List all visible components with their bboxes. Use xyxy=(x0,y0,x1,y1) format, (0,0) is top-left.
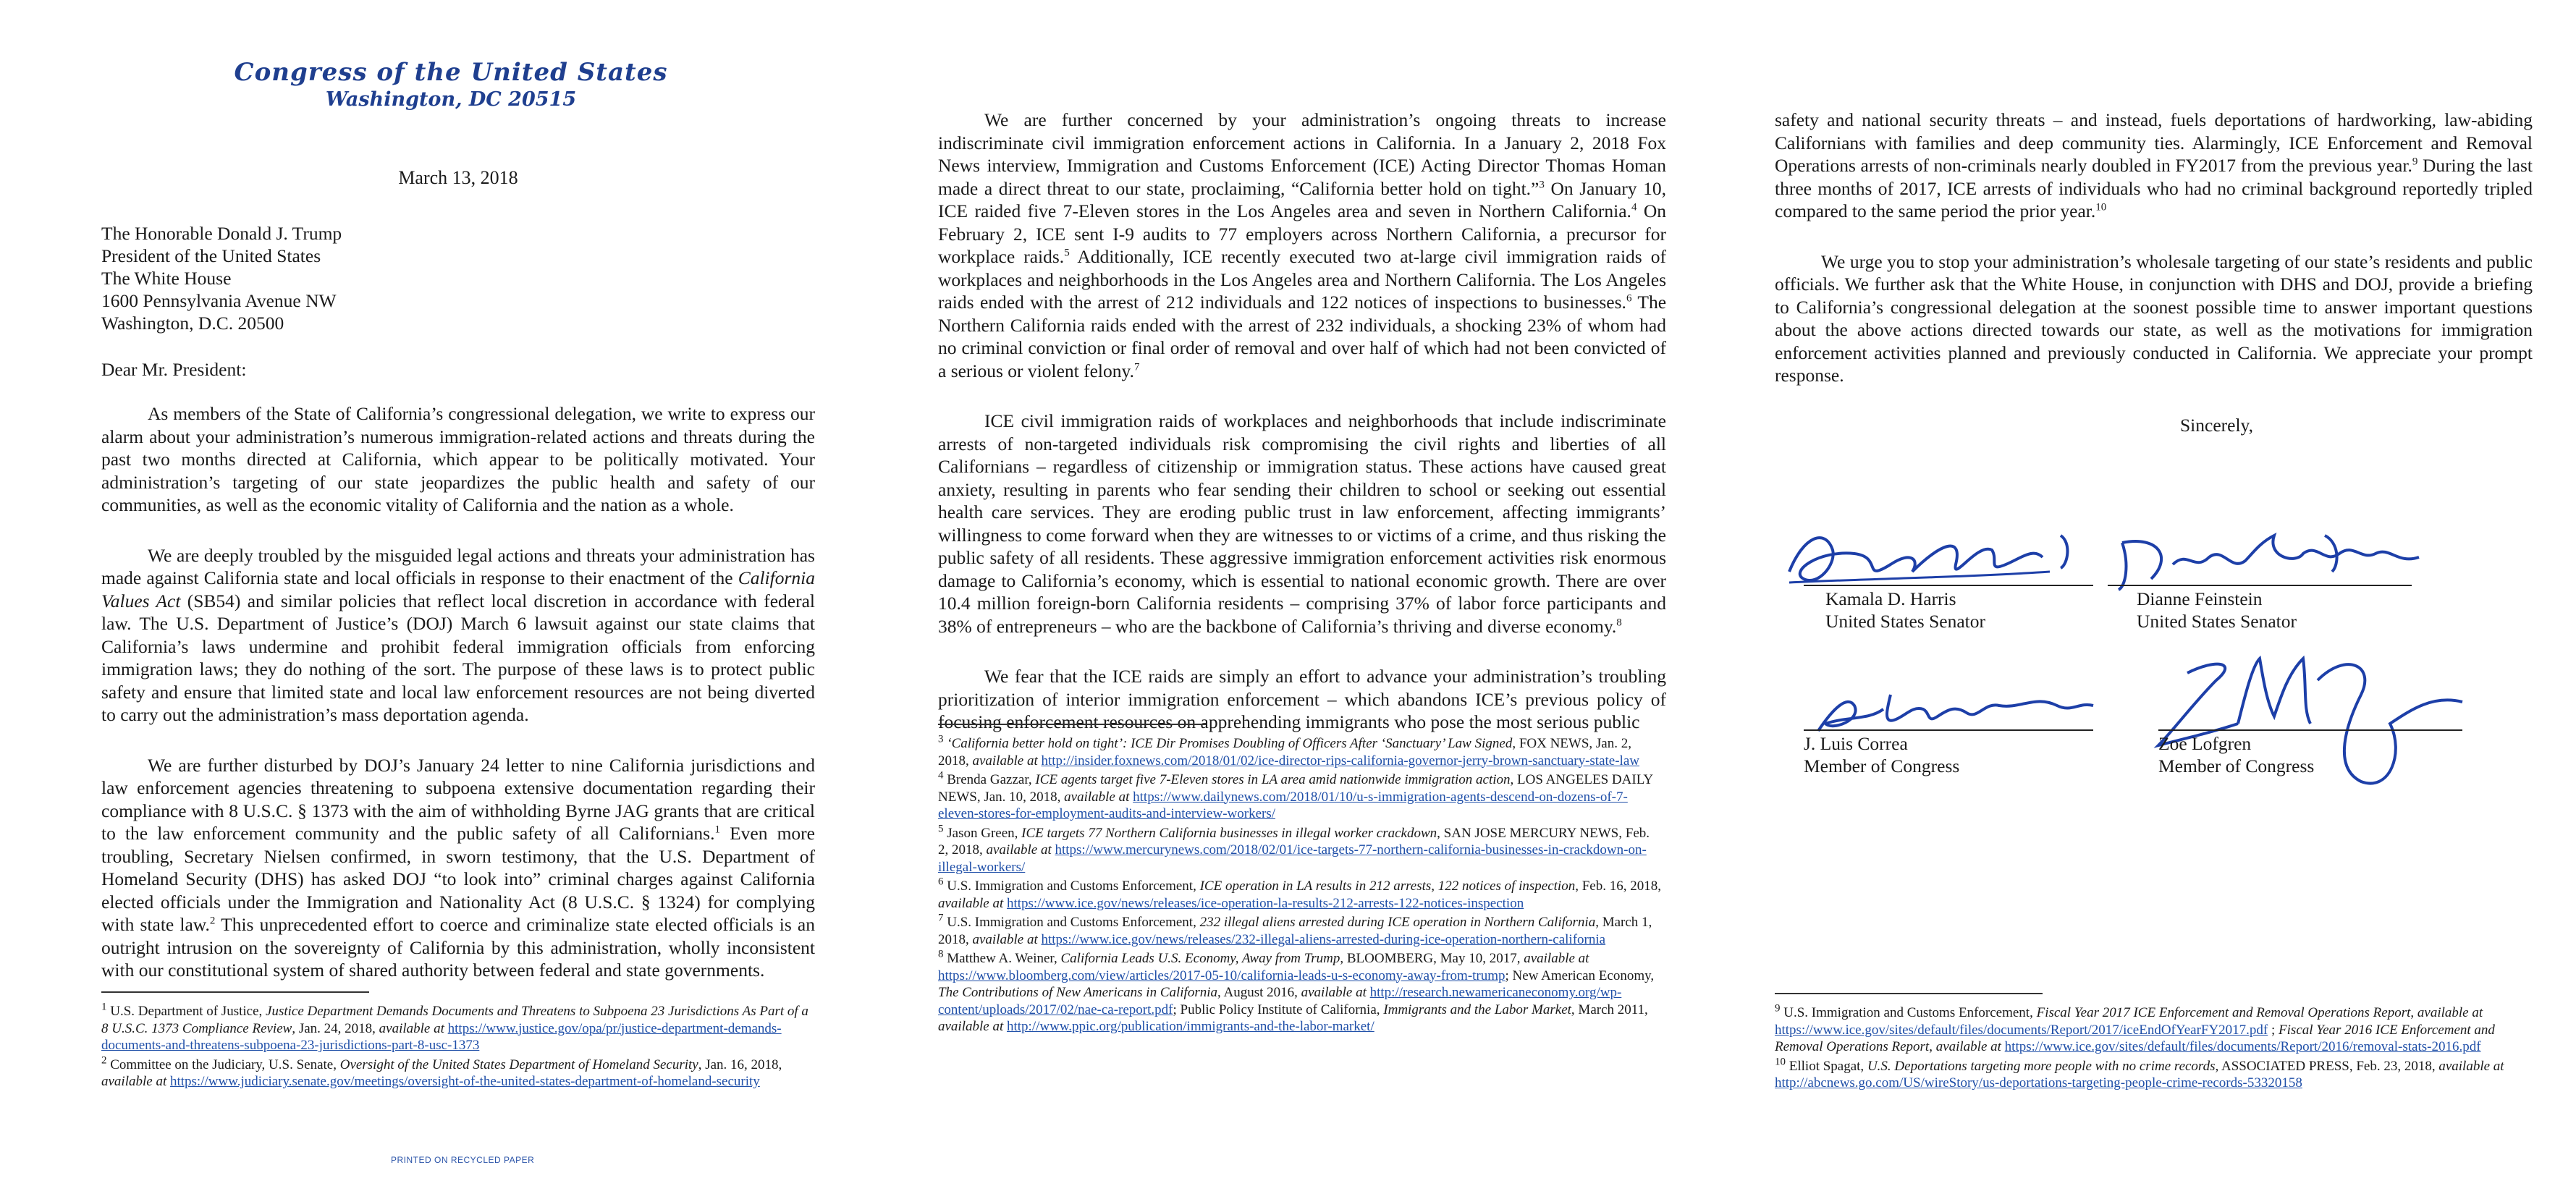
footnote: $^{10}$ Elliot Spagat, U.S. Deportations targeting more people with no crime records, ASSOCIATED PRESS, Feb. 23, 2018, available at http://abcnews.go.com/US/wireStory/us-deportations-targeting-people-crime-records-53320158 xyxy=(1775,1056,2504,1091)
closing: Sincerely, xyxy=(2180,414,2254,436)
signature-line xyxy=(1804,729,2093,731)
address-line: The White House xyxy=(101,268,232,289)
footnote-link[interactable]: https://www.mercurynews.com/2018/02/01/ice-targets-77-northern-california-businesses-in-crackdown-on-illegal-workers/ xyxy=(938,842,1647,875)
footnote-ref[interactable]: 7 xyxy=(1134,361,1140,373)
footnote-link[interactable]: https://www.judiciary.senate.gov/meetings/oversight-of-the-united-states-department-of-homeland-security xyxy=(169,1074,760,1089)
footnote: $^5$ Jason Green, ICE targets 77 Northern California businesses in illegal worker crackdown, SAN JOSE MERCURY NEWS, Feb. 2, 2018, available at https://www.mercurynews.com/2018/02/01/ice-targets-77-northern-california-businesses-in-crackdown-on-illegal-workers/ xyxy=(938,823,1650,875)
footnote: $^4$ Brenda Gazzar, ICE agents target five 7-Eleven stores in LA area amid nationwide immigration action, LOS ANGELES DAILY NEWS, Jan. 10, 2018, available at https://www.dailynews.com/2018/01/10/u-s-immigration-agents-descend-on-dozens-of-7-eleven-stores-for-employment-audits-and-interview-workers/ xyxy=(938,769,1653,821)
signer-name: Kamala D. Harris xyxy=(1825,588,1956,609)
footnote-link[interactable]: https://www.ice.gov/news/releases/232-illegal-aliens-arrested-during-ice-operation-northern-california xyxy=(1041,931,1606,947)
letterhead-title: Congress of the United States xyxy=(234,58,668,87)
footnote-divider xyxy=(101,991,369,993)
address-line: President of the United States xyxy=(101,245,321,266)
address-line: Washington, D.C. 20500 xyxy=(101,313,284,334)
footnote-ref[interactable]: 6 xyxy=(1626,292,1632,305)
footnote-ref[interactable]: 1 xyxy=(714,823,720,836)
act-title: California Values Act xyxy=(101,567,815,611)
footnote: $^2$ Committee on the Judiciary, U.S. Senate, Oversight of the United States Department of Homeland Security, Jan. 16, 2018, available at https://www.judiciary.senate.gov/meetings/oversight-of-the-united-states-department-of-homeland-security xyxy=(101,1054,782,1089)
paragraph: safety and national security threats – and instead, fuels deportations of hardworking, law-abiding Californians with families and deep community ties. Alarmingly, ICE Enforcement and Removal Operations arrests of non-criminals nearly doubled in FY2017 from the previous year.$^9$ During the last three months of 2017, ICE arrests of individuals who had no criminal background reportedly tripled compared to the same period the prior year.$^{10}$ xyxy=(1775,109,2533,221)
letterhead-subtitle: Washington, DC 20515 xyxy=(325,88,577,111)
paragraph: ICE civil immigration raids of workplaces and neighborhoods that include indiscriminate arrests of non-targeted individuals risk compromising the civil rights and liberties of all Californians – regardless of citizenship or immigration status. These actions have caused great anxiety, resulting in parents who fear sending their children to school or seeking out essential health care services. They are eroding public trust in law enforcement, affecting immigrants’ willingness to come forward when they are witnesses to or victims of a crime, and thus risking the public safety of all residents. These aggressive immigration enforcement activities risk enormous damage to California’s economy, which is essential to national economic growth. There are over 10.4 million foreign-born California residents – comprising 37% of labor force participants and 38% of entrepreneurs – who are the backbone of California’s thriving and diverse economy.$^8$ xyxy=(938,410,1666,637)
handwritten-signature-icon xyxy=(2129,637,2506,810)
footnote: $^6$ U.S. Immigration and Customs Enforcement, ICE operation in LA results in 212 arrests, 122 notices of inspection, Feb. 16, 2018, available at https://www.ice.gov/news/releases/ice-operation-la-results-212-arrests-122-notices-inspection xyxy=(938,876,1661,911)
signature-line xyxy=(1804,585,2093,586)
footnote-link[interactable]: http://insider.foxnews.com/2018/01/02/ice-director-rips-california-governor-jerry-brown-sanctuary-state-law xyxy=(1041,753,1639,769)
letter-page-1 xyxy=(0,0,858,1194)
signer-title: United States Senator xyxy=(1825,611,1985,632)
paragraph: We fear that the ICE raids are simply an effort to advance your administration’s troubling prioritization of interior immigration enforcement – which abandons ICE’s previous policy of focusing enforcement resources on apprehending immigrants who pose the most serious public xyxy=(938,666,1666,732)
footnote-link[interactable]: https://www.ice.gov/news/releases/ice-operation-la-results-212-arrests-122-notices-inspection xyxy=(1006,895,1524,911)
recycled-paper-notice: PRINTED ON RECYCLED PAPER xyxy=(391,1155,535,1165)
paragraph: As members of the State of California’s congressional delegation, we write to express our alarm about your administration’s numerous immigration-related actions and threats during the past two months directed at California, which appear to be politically motivated. Your administration’s targeting of our state jeopardizes the public health and safety of our communities, as well as the economic vitality of California and the nation as a whole. xyxy=(101,403,815,515)
footnotes xyxy=(101,991,818,1093)
recipient-address xyxy=(101,222,815,334)
letter-date: March 13, 2018 xyxy=(398,167,518,188)
footnote-link[interactable]: https://www.dailynews.com/2018/01/10/u-s-immigration-agents-descend-on-dozens-of-7-eleven-stores-for-employment-audits-and-interview-workers/ xyxy=(938,789,1628,821)
footnote-link[interactable]: https://www.ice.gov/sites/default/files/documents/Report/2017/iceEndOfYearFY2017.pdf xyxy=(1775,1022,2268,1038)
signature-block-harris xyxy=(1775,521,2151,666)
signature-block-correa xyxy=(1804,666,2180,810)
footnote-ref[interactable]: 9 xyxy=(2412,156,2418,168)
footnote-link[interactable]: https://www.bloomberg.com/view/articles/2017-05-10/california-leads-u-s-economy-away-from-trump xyxy=(938,968,1506,983)
footnote: $^3$ ‘California better hold on tight’: ICE Dir Promises Doubling of Officers After ‘Sanctuary’ Law Signed, FOX NEWS, Jan. 2, 2018, available at http://insider.foxnews.com/2018/01/02/ice-director-rips-california-governor-jerry-brown-sanctuary-state-law xyxy=(938,733,1639,769)
signer-title: Member of Congress xyxy=(1804,755,1960,776)
footnote-ref[interactable]: 5 xyxy=(1064,247,1070,259)
footnote-divider xyxy=(1775,993,2043,994)
paragraph: We are further concerned by your administration’s ongoing threats to increase indiscriminate civil immigration enforcement actions in California. In a January 2, 2018 Fox News interview, Immigration and Customs Enforcement (ICE) Acting Director Thomas Homan made a direct threat to our state, proclaiming, “California better hold on tight.”$^3$ On January 10, ICE raided five 7-Eleven stores in the Los Angeles area and seven in Northern California.$^4$ On February 2, ICE sent I-9 audits to 77 employers across Northern California, a precursor for workplace raids.$^5$ Additionally, ICE recently executed two at-large civil immigration raids of workplaces and neighborhoods in the Los Angeles area and Northern California. The Los Angeles raids ended with the arrest of 212 individuals and 122 notices of inspections to businesses.$^6$ The Northern California raids ended with the arrest of 232 individuals, a shocking 23% of whom had no criminal conviction or final order of removal and over half of which had not been convicted of a serious or violent felony.$^7$ xyxy=(938,109,1667,381)
signature-line xyxy=(2158,729,2462,731)
footnote-ref[interactable]: 4 xyxy=(1631,201,1637,213)
letter-page-3 xyxy=(1717,0,2576,1194)
signer-name: J. Luis Correa xyxy=(1804,733,1908,754)
footnote-divider xyxy=(938,724,1206,725)
footnotes xyxy=(1775,993,2528,1094)
footnote-link[interactable]: http://abcnews.go.com/US/wireStory/us-deportations-targeting-people-crime-records-53320158 xyxy=(1775,1075,2302,1091)
signature-block-lofgren xyxy=(2129,637,2506,825)
footnote-ref[interactable]: 8 xyxy=(1616,617,1622,628)
footnote-ref[interactable]: 2 xyxy=(209,915,216,927)
letterhead xyxy=(87,58,815,111)
signer-name: Dianne Feinstein xyxy=(2137,588,2263,609)
footnote-ref[interactable]: 3 xyxy=(1539,179,1545,190)
paragraph: We are deeply troubled by the misguided legal actions and threats your administration has made against California state and local officials in response to their enactment of the California Values Act (SB54) and similar policies that reflect local discretion in accordance with federal law. The U.S. Department of Justice’s (DOJ) March 6 lawsuit against our state claims that California’s laws undermine and prohibit federal immigration officials from enforcing immigration laws; they do nothing of the sort. The purpose of these laws is to protect public safety and ensure that limited state and local law enforcement resources are not being diverted to carry out the administration’s mass deportation agenda. xyxy=(101,544,815,725)
address-line: 1600 Pennsylvania Avenue NW xyxy=(101,290,337,311)
salutation: Dear Mr. President: xyxy=(101,359,247,380)
footnote-link[interactable]: http://www.ppic.org/publication/immigrants-and-the-labor-market/ xyxy=(1006,1019,1374,1034)
footnote: $^9$ U.S. Immigration and Customs Enforcement, Fiscal Year 2017 ICE Enforcement and Removal Operations Report, available at https://www.ice.gov/sites/default/files/documents/Report/2017/iceEndOfYearFY2017.pdf ; Fiscal Year 2016 ICE Enforcement and Removal Operations Report, available at https://www.ice.gov/sites/default/files/documents/Report/2016/removal-stats-2016.pdf xyxy=(1775,1002,2495,1054)
signer-title: Member of Congress xyxy=(2158,755,2315,776)
signer-title: United States Senator xyxy=(2137,611,2297,632)
footnote-link[interactable]: https://www.justice.gov/opa/pr/justice-department-demands-documents-and-threatens-subpoena-23-jurisdictions-part-8-usc-1373 xyxy=(101,1020,782,1053)
footnote: $^1$ U.S. Department of Justice, Justice Department Demands Documents and Threatens to Subpoena 23 Jurisdictions As Part of a 8 U.S.C. 1373 Compliance Review, Jan. 24, 2018, available at https://www.justice.gov/opa/pr/justice-department-demands-documents-and-threatens-subpoena-23-jurisdictions-part-8-usc-1373 xyxy=(101,1001,808,1053)
paragraph: We are further disturbed by DOJ’s January 24 letter to nine California jurisdictions and law enforcement agencies threatening to subpoena extensive documentation regarding their compliance with 8 U.S.C. § 1373 with the aim of withholding Byrne JAG grants that are critical to the law enforcement community and the public safety of all Californians.$^1$ Even more troubling, Secretary Nielsen confirmed, in sworn testimony, that the U.S. Department of Homeland Security (DHS) has asked DOJ “to look into” criminal charges against California elected officials under the Immigration and Nationality Act (8 U.S.C. § 1324) for complying with state law.$^2$ This unprecedented effort to coerce and criminalize state elected officials is an outright intrusion on the sovereignty of California by this administration, wholly inconsistent with our constitutional system of shared authority between federal and state governments. xyxy=(101,754,815,981)
footnote-ref[interactable]: 10 xyxy=(2095,201,2107,213)
signature-line xyxy=(2108,585,2412,586)
footnote: $^7$ U.S. Immigration and Customs Enforcement, 232 illegal aliens arrested during ICE operation in Northern California, March 1, 2018, available at https://www.ice.gov/news/releases/232-illegal-aliens-arrested-during-ice-operation-northern-california xyxy=(938,912,1652,947)
footnote-link[interactable]: http://research.newamericaneconomy.org/wp-content/uploads/2017/02/nae-ca-report.pdf xyxy=(938,985,1622,1017)
letter-page-2 xyxy=(858,0,1717,1194)
footnotes xyxy=(938,724,1662,1038)
signer-name: Zoe Lofgren xyxy=(2158,733,2252,754)
footnote-link[interactable]: https://www.ice.gov/sites/default/files/documents/Report/2016/removal-stats-2016.pdf xyxy=(2004,1039,2481,1054)
paragraph: We urge you to stop your administration’s wholesale targeting of our state’s residents and public officials. We further ask that the White House, in conjunction with DHS and DOJ, provide a briefing to California’s congressional delegation at the soonest possible time to answer important questions about the above actions directed towards our state, as well as the motivations for immigration enforcement activities planned and previously conducted in California. We appreciate your prompt response. xyxy=(1775,250,2533,386)
address-line: The Honorable Donald J. Trump xyxy=(101,223,342,244)
footnote: $^8$ Matthew A. Weiner, California Leads U.S. Economy, Away from Trump, BLOOMBERG, May 10, 2017, available at https://www.bloomberg.com/view/articles/2017-05-10/california-leads-u-s-economy-away-from-trump; New American Economy, The Contributions of New Americans in California, August 2016, available at http://research.newamericaneconomy.org/wp-content/uploads/2017/02/nae-ca-report.pdf; Public Policy Institute of California, Immigrants and the Labor Market, March 2011, available at http://www.ppic.org/publication/immigrants-and-the-labor-market/ xyxy=(938,948,1655,1034)
